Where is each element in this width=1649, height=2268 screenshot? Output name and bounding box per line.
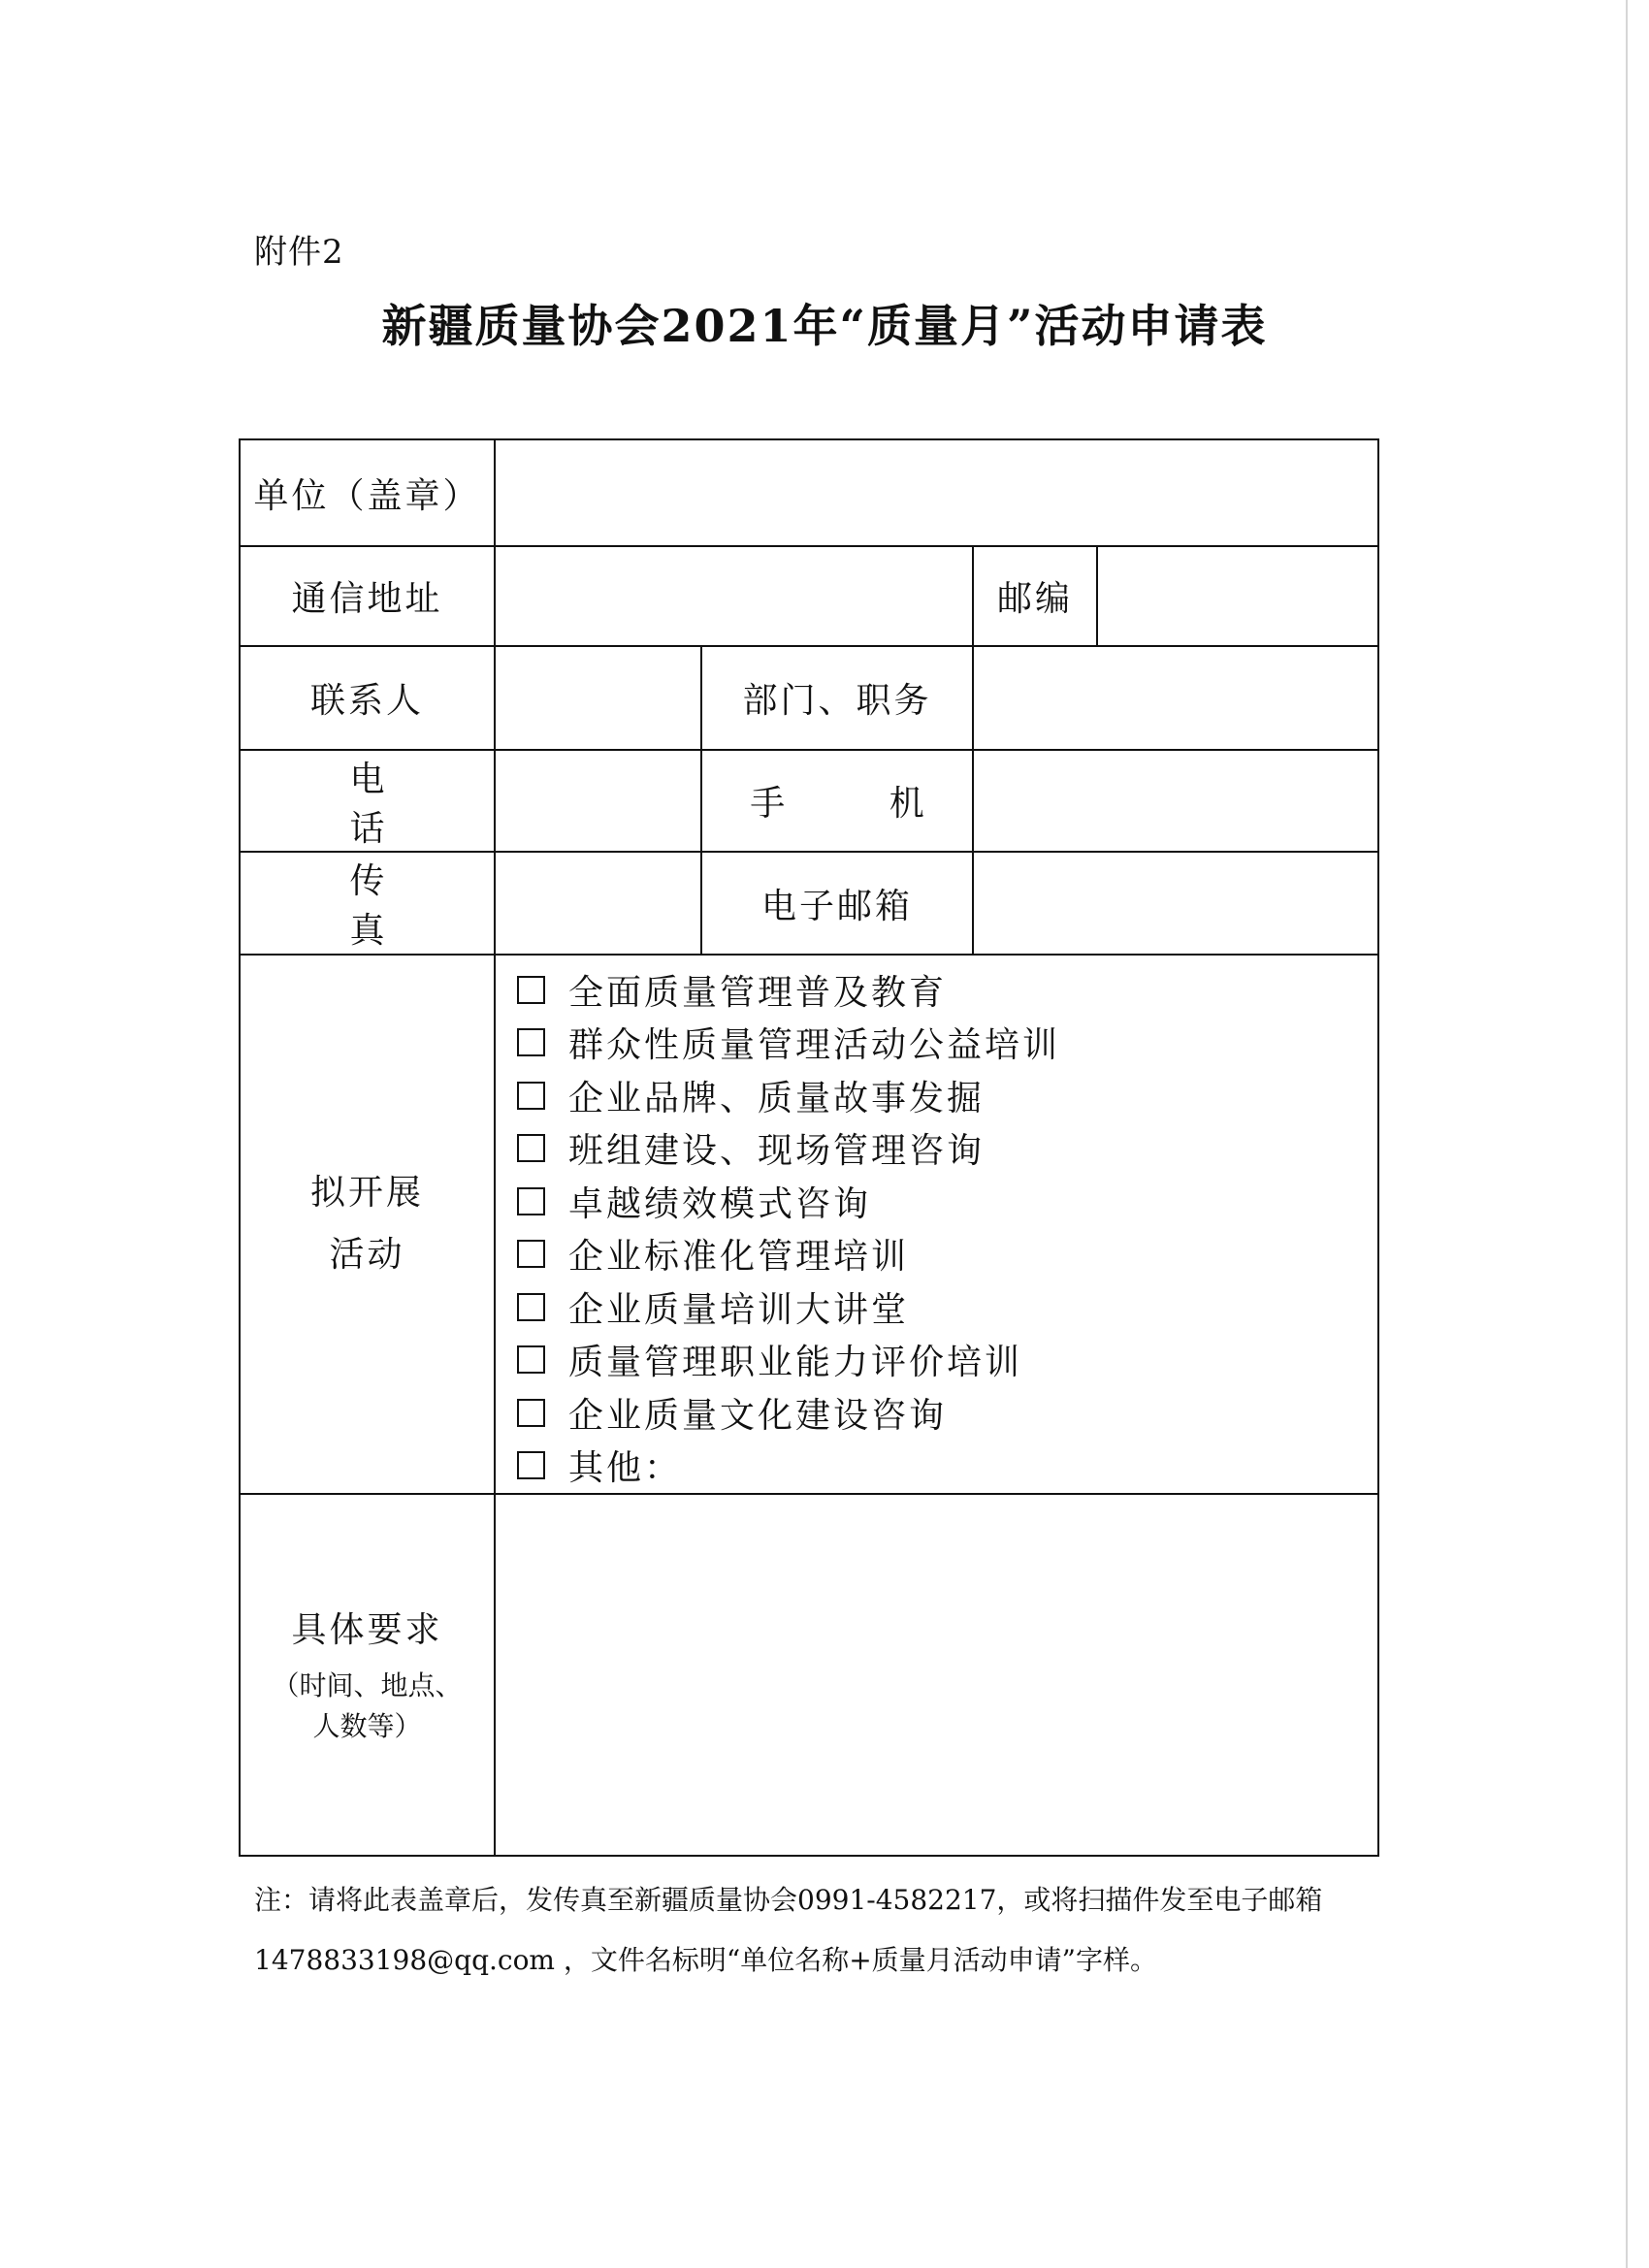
postcode-field[interactable] [1097,546,1378,646]
activity-option[interactable]: 企业质量文化建设咨询 [496,1386,1377,1440]
checkbox[interactable] [517,976,545,1004]
phone-label: 电 话 [240,750,495,852]
mobile-field[interactable] [973,750,1378,852]
activity-option[interactable]: 卓越绩效模式咨询 [496,1175,1377,1228]
requirements-sub-2: 人数等） [312,1710,422,1742]
activities-label-line1: 拟开展 [309,1173,424,1213]
activity-option[interactable]: 质量管理职业能力评价培训 [496,1334,1377,1387]
checkbox[interactable] [517,1028,545,1056]
activity-option[interactable]: 群众性质量管理活动公益培训 [496,1017,1377,1070]
fax-label: 传 真 [240,852,495,955]
checkbox[interactable] [517,1345,545,1374]
activities-checklist [495,955,1378,1494]
checkbox[interactable] [517,1451,545,1479]
dept-label: 部门、职务 [701,646,973,750]
mobile-label: 手 机 [701,750,973,852]
footnote-text: 注：请将此表盖章后，发传真至新疆质量协会0991-4582217，或将扫描件发至电子邮箱1478833198@qq.com ，文件名标明“单位名称+质量月活动申请”字样。 [254,1884,1323,1976]
address-field[interactable] [495,546,973,646]
activity-option[interactable]: 全面质量管理普及教育 [496,963,1377,1017]
unit-field[interactable] [495,439,1378,546]
checkbox[interactable] [517,1134,545,1162]
activity-option[interactable]: 企业质量培训大讲堂 [496,1280,1377,1334]
fax-field[interactable] [495,852,701,955]
postcode-label: 邮编 [973,546,1097,646]
requirements-title: 具体要求 [291,1610,443,1650]
unit-label: 单位（盖章） [240,439,495,546]
email-label: 电子邮箱 [701,852,973,955]
activities-label [240,955,495,1494]
checkbox[interactable] [517,1293,545,1321]
attachment-label: 附件2 [254,233,344,272]
email-field[interactable] [973,852,1378,955]
checkbox[interactable] [517,1240,545,1268]
requirements-label [240,1494,495,1856]
requirements-field[interactable] [495,1494,1378,1856]
activity-option[interactable]: 企业标准化管理培训 [496,1228,1377,1281]
checkbox[interactable] [517,1187,545,1215]
contact-label: 联系人 [240,646,495,750]
requirements-sub-1: （时间、地点、 [272,1669,463,1701]
address-label: 通信地址 [240,546,495,646]
contact-field[interactable] [495,646,701,750]
checkbox[interactable] [517,1399,545,1427]
activities-label-line2: 活动 [329,1235,405,1275]
activity-option-other[interactable]: 其他： [496,1440,1377,1493]
checkbox[interactable] [517,1082,545,1110]
activity-option[interactable]: 班组建设、现场管理咨询 [496,1122,1377,1176]
document-title: 新疆质量协会2021年“质量月”活动申请表 [381,300,1268,352]
activity-option[interactable]: 企业品牌、质量故事发掘 [496,1069,1377,1122]
phone-field[interactable] [495,750,701,852]
application-form [239,438,1379,1857]
dept-field[interactable] [973,646,1378,750]
footnote [254,1870,1360,1991]
